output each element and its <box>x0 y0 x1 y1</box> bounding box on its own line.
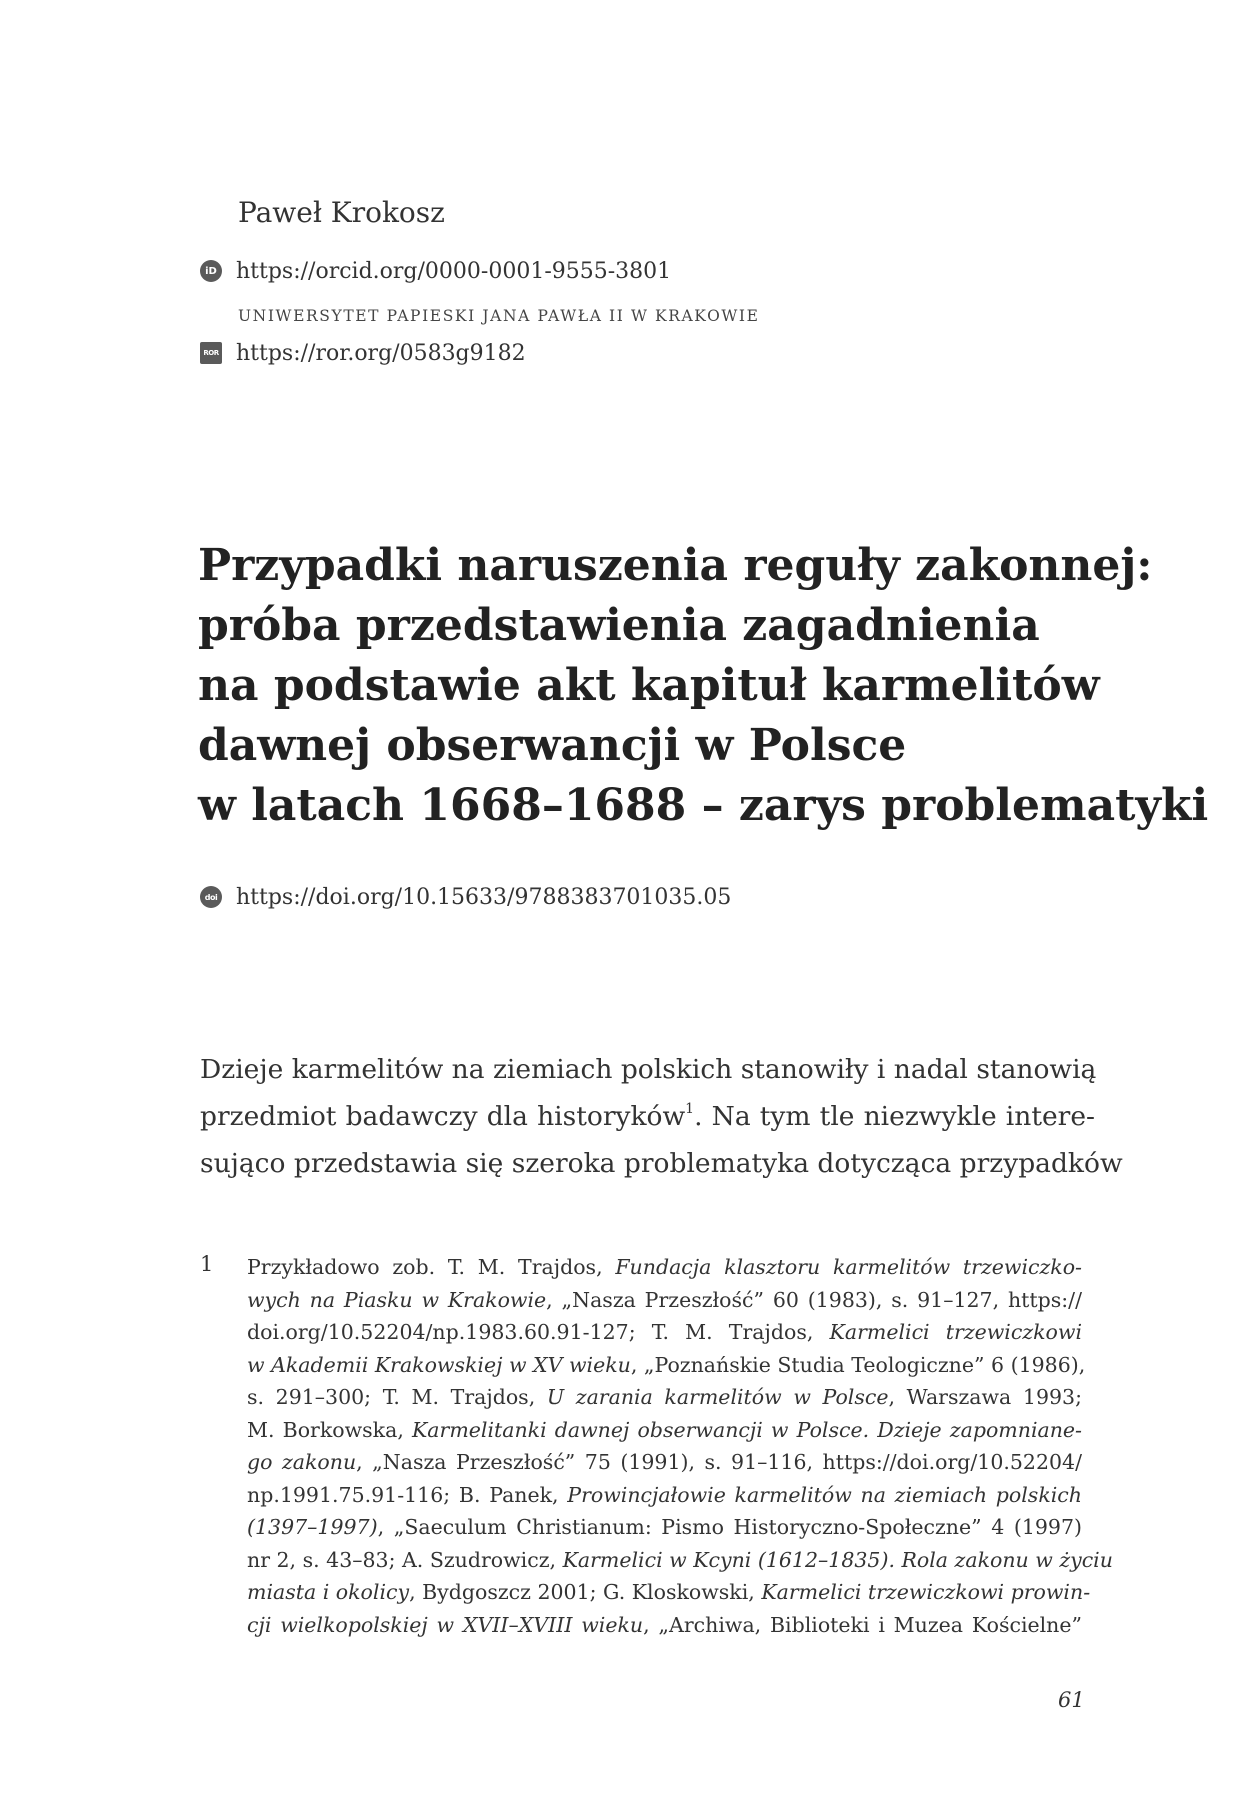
fn-seg-italic: wych na Piasku w Krakowie <box>247 1287 547 1312</box>
fn-seg-italic: cji wielkopolskiej w XVII–XVIII wieku <box>247 1612 644 1637</box>
body-paragraph <box>200 1046 1123 1187</box>
doi-line <box>200 882 731 912</box>
fn-seg: doi.org/10.52204/np.1983.60.91-127; T. M. Trajdos, <box>247 1320 830 1344</box>
fn-seg: , „Nasza Przeszłość” 75 (1991), s. 91–116, https://doi.org/10.52204/ <box>356 1450 1082 1474</box>
fn-seg: , „Nasza Przeszłość” 60 (1983), s. 91–127, https:// <box>546 1287 1082 1312</box>
ror-icon: ROR <box>200 342 222 364</box>
footnote-line <box>247 1609 1082 1642</box>
footnote-line <box>247 1446 1082 1479</box>
footnote-ref[interactable]: 1 <box>685 1101 695 1117</box>
body-line: Dzieje karmelitów na ziemiach polskich stanowiły i nadal stanowią <box>200 1054 1097 1085</box>
footnote-line <box>247 1349 1086 1382</box>
title-line: Przypadki naruszenia reguły zakonnej: <box>198 540 1153 591</box>
affiliation-name: UNIWERSYTET PAPIESKI JANA PAWŁA II W KRAKOWIE <box>238 307 760 325</box>
footnote-line <box>247 1576 1091 1609</box>
page-number: 61 <box>1058 1688 1085 1712</box>
fn-seg-italic: w Akademii Krakowskiej w XV wieku <box>247 1352 631 1377</box>
footnote-line <box>247 1381 1082 1414</box>
title-line: dawnej obserwancji w Polsce <box>198 720 907 771</box>
fn-seg-italic: Karmelitanki dawnej obserwancji w Polsce. Dzieje zapomniane- <box>411 1417 1082 1442</box>
footnote-line <box>247 1251 1082 1284</box>
fn-seg: s. 291–300; T. M. Trajdos, <box>247 1385 547 1409</box>
orcid-icon: iD <box>200 260 222 282</box>
fn-seg-italic: Karmelici trzewiczkowi <box>829 1320 1082 1344</box>
author-name: Paweł Krokosz <box>238 196 445 229</box>
fn-seg: nr 2, s. 43–83; A. Szudrowicz, <box>247 1547 563 1572</box>
ror-link[interactable]: https://ror.org/0583g9182 <box>236 340 526 366</box>
body-line-text: . Na tym tle niezwykle intere- <box>694 1101 1095 1132</box>
fn-seg-italic: miasta i okolicy <box>247 1580 410 1604</box>
footnote-line <box>247 1284 1082 1317</box>
body-line: sująco przedstawia się szeroka problematyka dotycząca przypadków <box>200 1148 1123 1179</box>
title-line: próba przedstawienia zagadnienia <box>198 600 1040 651</box>
fn-seg: np.1991.75.91-116; B. Panek, <box>247 1482 568 1507</box>
fn-seg-italic: U zarania karmelitów w Polsce <box>546 1385 889 1409</box>
fn-seg: , „Archiwa, Biblioteki i Muzea Kościelne” <box>643 1612 1083 1637</box>
fn-seg-italic: Karmelici trzewiczkowi prowin- <box>761 1580 1091 1604</box>
fn-seg: , „Saeculum Christianum: Pismo Historyczno-Społeczne” 4 (1997) <box>377 1515 1082 1539</box>
fn-seg-italic: (1397–1997) <box>247 1515 378 1539</box>
fn-seg-italic: Karmelici w Kcyni (1612–1835). Rola zakonu w życiu <box>562 1547 1113 1572</box>
footnote-line <box>247 1511 1082 1544</box>
body-line-text: przedmiot badawczy dla historyków <box>200 1101 686 1132</box>
doi-icon: doi <box>200 886 222 908</box>
footnote-line <box>247 1414 1082 1447</box>
title-line: w latach 1668–1688 – zarys problematyki <box>198 780 1209 831</box>
body-line <box>200 1093 1095 1140</box>
orcid-line <box>200 256 671 286</box>
fn-seg: Przykładowo zob. T. M. Trajdos, <box>247 1255 616 1279</box>
fn-seg: , „Poznańskie Studia Teologiczne” 6 (1986), <box>630 1352 1086 1377</box>
doi-link[interactable]: https://doi.org/10.15633/9788383701035.05 <box>236 884 732 910</box>
footnote-number: 1 <box>200 1252 214 1276</box>
footnote-text <box>247 1251 1113 1641</box>
footnote-line <box>247 1544 1113 1577</box>
ror-line <box>200 338 526 368</box>
footnote-line <box>247 1479 1082 1512</box>
fn-seg: , Bydgoszcz 2001; G. Kloskowski, <box>409 1580 762 1604</box>
fn-seg: , Warszawa 1993; <box>888 1385 1082 1409</box>
fn-seg-italic: Fundacja klasztoru karmelitów trzewiczko- <box>615 1255 1082 1279</box>
fn-seg: M. Borkowska, <box>247 1417 412 1442</box>
article-title <box>198 536 1209 836</box>
fn-seg-italic: go zakonu <box>247 1450 357 1474</box>
title-line: na podstawie akt kapituł karmelitów <box>198 660 1100 711</box>
fn-seg-italic: Prowincjałowie karmelitów na ziemiach polskich <box>567 1482 1082 1507</box>
footnote-line <box>247 1316 1082 1349</box>
orcid-link[interactable]: https://orcid.org/0000-0001-9555-3801 <box>236 258 672 284</box>
